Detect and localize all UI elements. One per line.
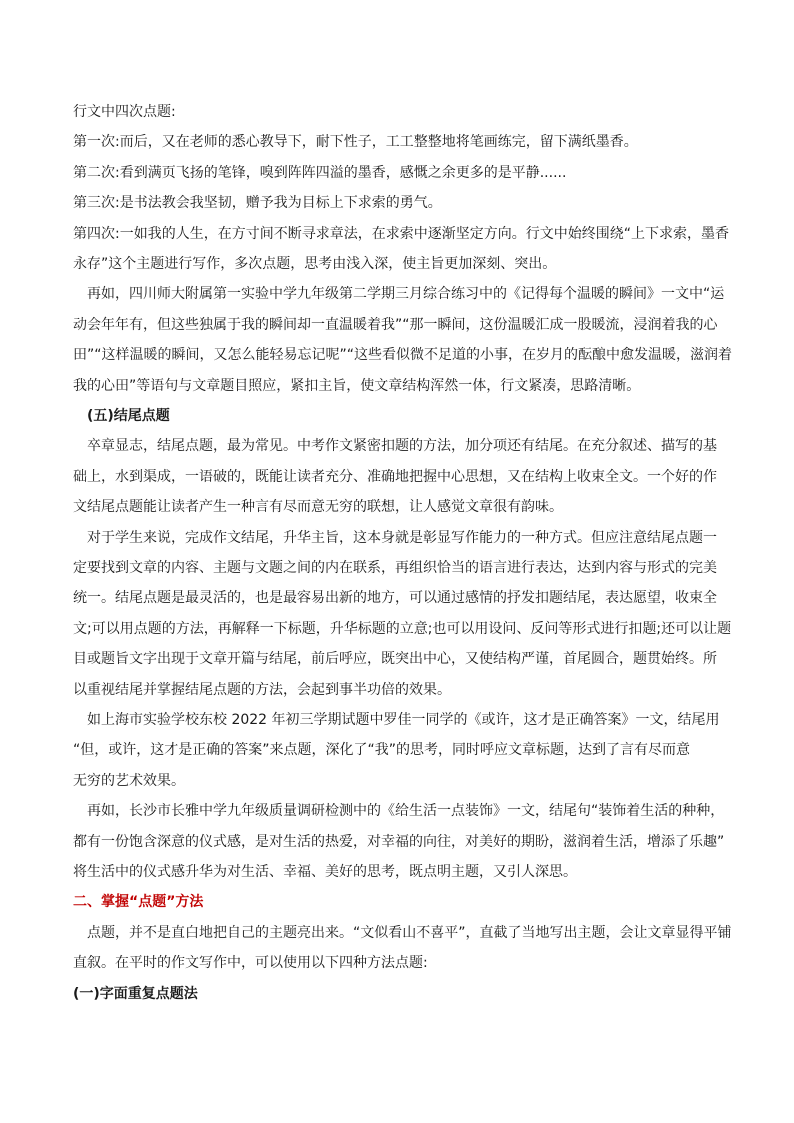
paragraph-method-intro: 点题，并不是直白地把自己的主题亮出来。“文似看山不喜平”，直截了当地写出主题，会让文章显得平铺 直叙。在平时的作文写作中，可以使用以下四种方法点题: xyxy=(73,924,732,972)
paragraph-example-changsha: 再如，长沙市长雅中学九年级质量调研检测中的《给生活一点装饰》一文，结尾句“装饰着生活的种种， 都有一份饱含深意的仪式感，是对生活的热爱，对幸福的向往，对美好的期盼，滋润着生活，增添了乐趣” 将生活中的仪式感升华为对生活、幸福、美好的思考，既点明主题，又引人深思。 xyxy=(73,803,725,880)
paragraph-ending-1: 卒章显志，结尾点题，最为常见。中考作文紧密扣题的方法，加分项还有结尾。在充分叙述、描写的基 础上，水到渠成，一语破的，既能让读者充分、准确地把握中心思想，又在结构上收束全文。一个好的作 文结尾点题能让读者产生一种言有尽而意无穷的联想，让人感觉文章很有韵味。 xyxy=(73,438,717,516)
heading-ending-theme: (五)结尾点题 xyxy=(73,408,170,424)
example-paragraph-1: 再如，四川师大附属第一实验中学九年级第二学期三月综合练习中的《记得每个温暖的瞬间》一文中“运 动会年年有，但这些独属于我的瞬间却一直温暖着我”“那一瞬间，这份温暖汇成一股暖流，浸润着我的心 田”“这样温暖的瞬间，又怎么能轻易忘记呢”“这些看似微不足道的小事，在岁月的酝酿中愈发温暖，滋润着 我的心田”等语句与文章题目照应，紧扣主旨，使文章结构浑然一体，行文紧凑，思路清晰。 xyxy=(73,286,733,394)
points-list xyxy=(73,127,725,218)
heading-master-method: 二、掌握“点题”方法 xyxy=(73,894,204,911)
point-2: 第二次:看到满页飞扬的笔锋，嗅到阵阵四溢的墨香，感慨之余更多的是平静...... xyxy=(73,164,567,181)
point-3: 第三次:是书法教会我坚韧，赠予我为目标上下求索的勇气。 xyxy=(73,195,442,212)
section-intro: 行文中四次点题: xyxy=(73,104,176,120)
paragraph-example-shanghai: 如上海市实验学校东校 2022 年初三学期试题中罗佳一同学的《或许，这才是正确答案》一文，结尾用 “但，或许，这才是正确的答案”来点题，深化了“我”的思考，同时呼应文章标题，达到了言有尽而意 无穷的艺术效果。 xyxy=(73,712,720,789)
point-4-paragraph: 第四次:一如我的人生，在方寸间不断寻求章法，在求索中逐渐坚定方向。行文中始终围绕“上下求索，墨香 永存”这个主题进行写作，多次点题，思考由浅入深，使主旨更加深刻、突出。 xyxy=(73,225,729,272)
paragraph-ending-2: 对于学生来说，完成作文结尾，升华主旨，这本身就是彰显写作能力的一种方式。但应注意结尾点题一 定要找到文章的内容、主题与文题之间的内在联系，再组织恰当的语言进行表达，达到内容与形式的完美 统一。结尾点题是最灵活的，也是最容易出新的地方，可以通过感情的抒发扣题结尾，表达愿望，收束全 文;可以用点题的方法，再解释一下标题，升华标题的立意;也可以用设问、反问等形式进行扣题;还可以让题 目或题旨文字出现于文章开篇与结尾，前后呼应，既突出中心，又使结构严谨，首尾圆合，题贯始终。所 以重视结尾并掌握结尾点题的方法，会起到事半功倍的效果。 xyxy=(73,529,732,698)
point-1: 第一次:而后，又在老师的悉心教导下，耐下性子，工工整整地将笔画练完，留下满纸墨香。 xyxy=(73,134,638,151)
heading-literal-repeat: (一)字面重复点题法 xyxy=(73,985,198,1002)
